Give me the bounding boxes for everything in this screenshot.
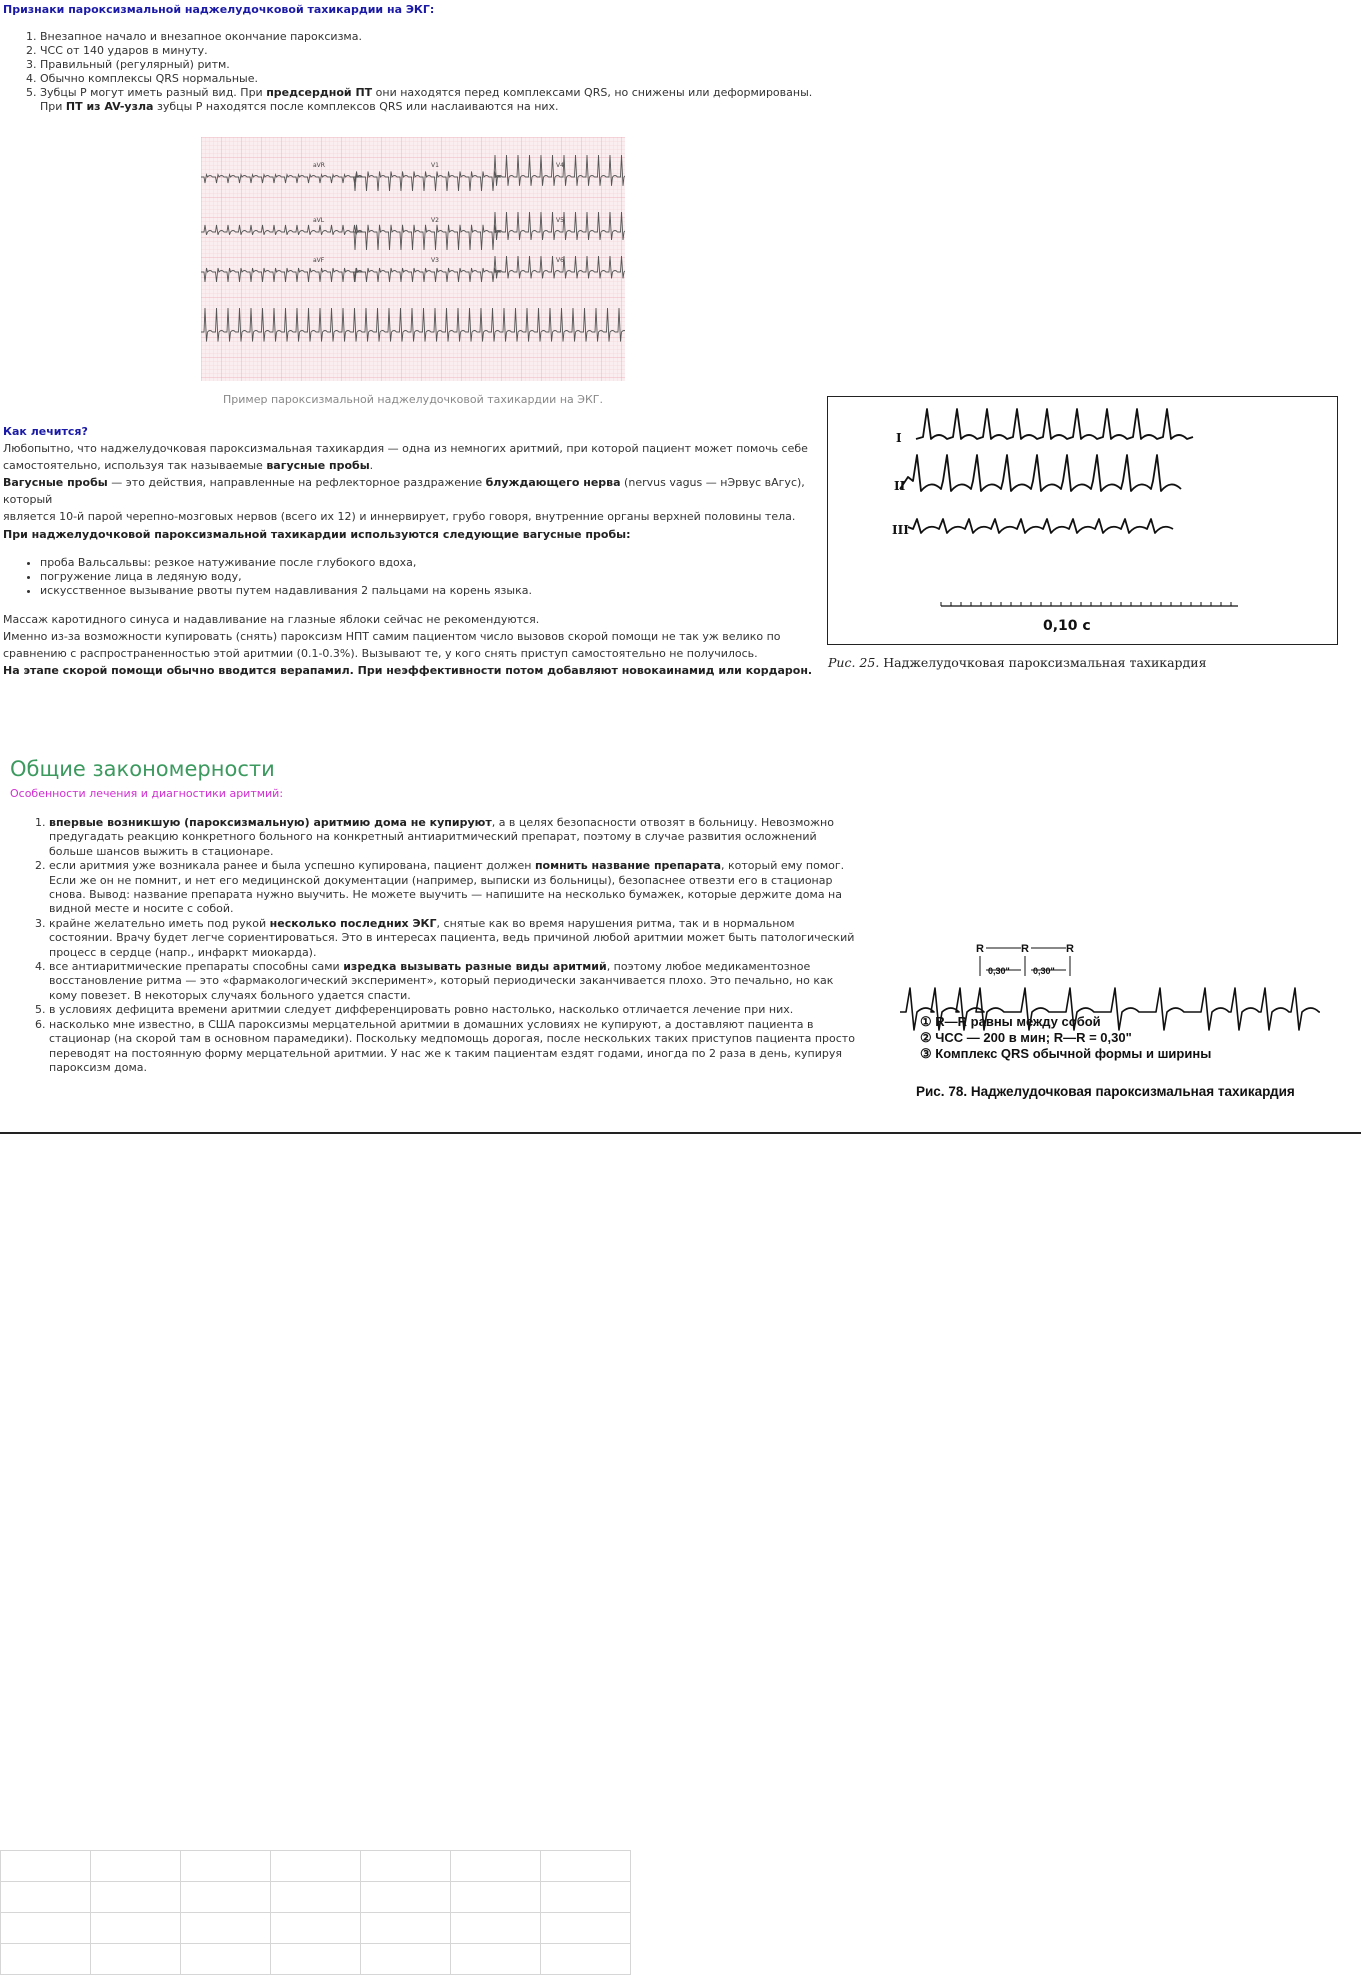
table-cell [361,1882,451,1913]
vagal-tests-heading: При наджелудочковой пароксизмальной тахикардии используются следующие вагусные пробы: [3,528,631,541]
table-row [1,1913,631,1944]
table-cell [1,1851,91,1882]
table-cell [181,1851,271,1882]
fig25-trace-i [916,409,1193,439]
fig78-caption: Рис. 78. Наджелудочковая пароксизмальная тахикардия [916,1084,1295,1099]
table-cell [271,1913,361,1944]
list-item: 4. все антиаритмические препараты способны сами изредка вызывать разные виды аритмий, поэтому любое медикаментозное восстановление ритма — это «фармакологический эксперимент», который периодически заканчивается плохо. Это печально, но как кому повезет. В некоторых случаях больного удается спасти. [49,960,869,1003]
table-cell [91,1851,181,1882]
fig25-lead-label: II [894,479,906,493]
table-cell [361,1913,451,1944]
table-cell [181,1913,271,1944]
treatment-heading: Как лечится? [3,425,88,438]
vagal-tests-list [40,556,800,598]
list-item: 5. в условиях дефицита времени аритмии следует дифференцировать ровно настолько, насколько отличается лечение при них. [49,1003,869,1017]
list-item: 6. насколько мне известно, в США пароксизмы мерцательной аритмии в домашних условиях не купируют, а доставляют пациента в стационар (на скорой там в основном парамедики). Поскольку медпомощь дорогая, после нескольких таких приступов пациента просто переводят на постоянную форму мерцательной аритмии. У нас же к таким пациентам ездят годами, иногда по 2 раза в день, купируя пароксизм дома. [49,1018,869,1076]
list-item: 3. Правильный (регулярный) ритм. [40,58,840,72]
signs-heading: Признаки пароксизмальной наджелудочковой тахикардии на ЭКГ: [3,3,435,16]
fig78-interval-label: 0,30" [988,966,1010,976]
ecg-caption: Пример пароксизмальной наджелудочковой тахикардии на ЭКГ. [223,393,603,406]
table-cell [541,1913,631,1944]
ecg-lead-label: V6 [556,257,564,264]
list-item: • проба Вальсальвы: резкое натуживание после глубокого вдоха, [40,556,800,570]
list-item: 2. ЧСС от 140 ударов в минуту. [40,44,840,58]
list-item: 4. Обычно комплексы QRS нормальные. [40,72,840,86]
fig25-ecg-svg [828,397,1336,643]
list-item: 3. крайне желательно иметь под рукой несколько последних ЭКГ, снятые как во время нарушения ритма, так и в нормальном состоянии. Врачу будет легче сориентироваться. Это в интересах пациента, ведь причиной любой аритмии может быть патологический процесс в сердце (напр., инфаркт миокарда). [49,917,869,960]
table-cell [1,1913,91,1944]
ecg-lead-label: aVF [313,257,325,264]
table-cell [361,1851,451,1882]
table-cell [181,1882,271,1913]
fig25-trace-ii [900,455,1181,491]
fig78-note-3: ③ Комплекс QRS обычной формы и ширины [920,1046,1212,1061]
fig25-caption: Рис. 25. Наджелудочковая пароксизмальная тахикардия [828,655,1207,670]
table-cell [451,1882,541,1913]
table-cell [541,1851,631,1882]
table-cell [91,1913,181,1944]
fig78-notes [920,1014,1211,1062]
ecg-lead-label: V1 [431,162,439,169]
table-cell [451,1913,541,1944]
ecg-lead-label: V2 [431,217,439,224]
table-row [1,1944,631,1975]
fig78-r-label: R [1066,943,1074,955]
table-row [1,1851,631,1882]
ecg-lead-label: aVL [313,217,325,224]
list-item: 2. если аритмия уже возникала ранее и была успешно купирована, пациент должен помнить название препарата, который ему помог. Если же он не помнит, и нет его медицинской документации (например, выписки из больницы), безопаснее отвезти его в стационар снова. Вывод: название препарата нужно выучить. Не можете выучить — напишите на несколько бумажек, которые держите дома на видной месте и носите с собой. [49,859,869,917]
fig78-interval-label: 0,30" [1033,966,1055,976]
list-item: • искусственное вызывание рвоты путем надавливания 2 пальцами на корень языка. [40,584,800,598]
fig78-r-label: R [976,943,984,955]
treatment-paragraph: Любопытно, что наджелудочковая пароксизмальная тахикардия — одна из немногих аритмий, при которой пациент может помочь себе самостоятельно, используя так называемые вагусные пробы. Вагусные пробы — это действия, направленные на рефлекторное раздражение блуждающего нерва (nervus vagus — нЭрвус вАгус), который является 10-й парой черепно-мозговых нервов (всего их 12) и иннервирует, грубо говоря, внутренние органы верхней половины тела. [3,442,808,523]
general-list [49,816,869,1075]
fig78-note-2: ② ЧСС — 200 в мин; R—R = 0,30" [920,1030,1132,1045]
list-item: • погружение лица в ледяную воду, [40,570,800,584]
list-item: 1. впервые возникшую (пароксизмальную) аритмию дома не купируют, а в целях безопасности отвозят в больницу. Невозможно предугадать реакцию конкретного больного на конкретный антиаритмический препарат, поэтому в случае развития осложнений больше шансов выжить в стационаре. [49,816,869,859]
ecg-lead-label: V5 [556,217,564,224]
ecg-lead-label: aVR [313,162,325,169]
section-divider [0,1132,1361,1134]
table-cell [271,1851,361,1882]
table-cell [181,1944,271,1975]
fig78-note-1: ① R—R равны между собой [920,1014,1101,1029]
table-cell [451,1851,541,1882]
table-cell [541,1944,631,1975]
general-title: Общие закономерности [10,757,275,781]
ecg-strip-svg [201,137,625,381]
fig25-lead-label: I [896,431,902,445]
ecg-strip-image [201,137,625,381]
ecg-lead-label: V4 [556,162,564,169]
empty-table [0,1850,631,1975]
table-cell [1,1944,91,1975]
list-item: 1. Внезапное начало и внезапное окончание пароксизма. [40,30,840,44]
fig78-r-label: R [1021,943,1029,955]
table-cell [361,1944,451,1975]
signs-list [40,30,840,114]
general-subtitle: Особенности лечения и диагностики аритмий: [10,787,284,800]
fig25-frame [827,396,1338,645]
fig25-lead-label: III [892,523,909,537]
table-cell [451,1944,541,1975]
table-row [1,1882,631,1913]
table-cell [91,1944,181,1975]
fig25-trace-iii [908,519,1173,533]
table-cell [541,1882,631,1913]
treatment-notes: Массаж каротидного синуса и надавливание на глазные яблоки сейчас не рекомендуются. Именно из-за возможности купировать (снять) пароксизм НПТ самим пациентом число вызовов скорой помощи не так уж велико по сравнению с распространенностью этой аритмии (0.1-0.3%). Вызывают те, у кого снять приступ самостоятельно не получилось. На этапе скорой помощи обычно вводится верапамил. При неэффективности потом добавляют новокаинамид или кордарон. [3,613,813,677]
table-cell [91,1882,181,1913]
table-cell [1,1882,91,1913]
table-cell [271,1944,361,1975]
list-item: 5. Зубцы P могут иметь разный вид. При предсердной ПТ они находятся перед комплексами QRS, но снижены или деформированы. При ПТ из AV-узла зубцы P находятся после комплексов QRS или наслаиваются на них. [40,86,840,114]
fig25-scale-label: 0,10 с [1043,618,1091,634]
ecg-lead-label: V3 [431,257,439,264]
table-cell [271,1882,361,1913]
